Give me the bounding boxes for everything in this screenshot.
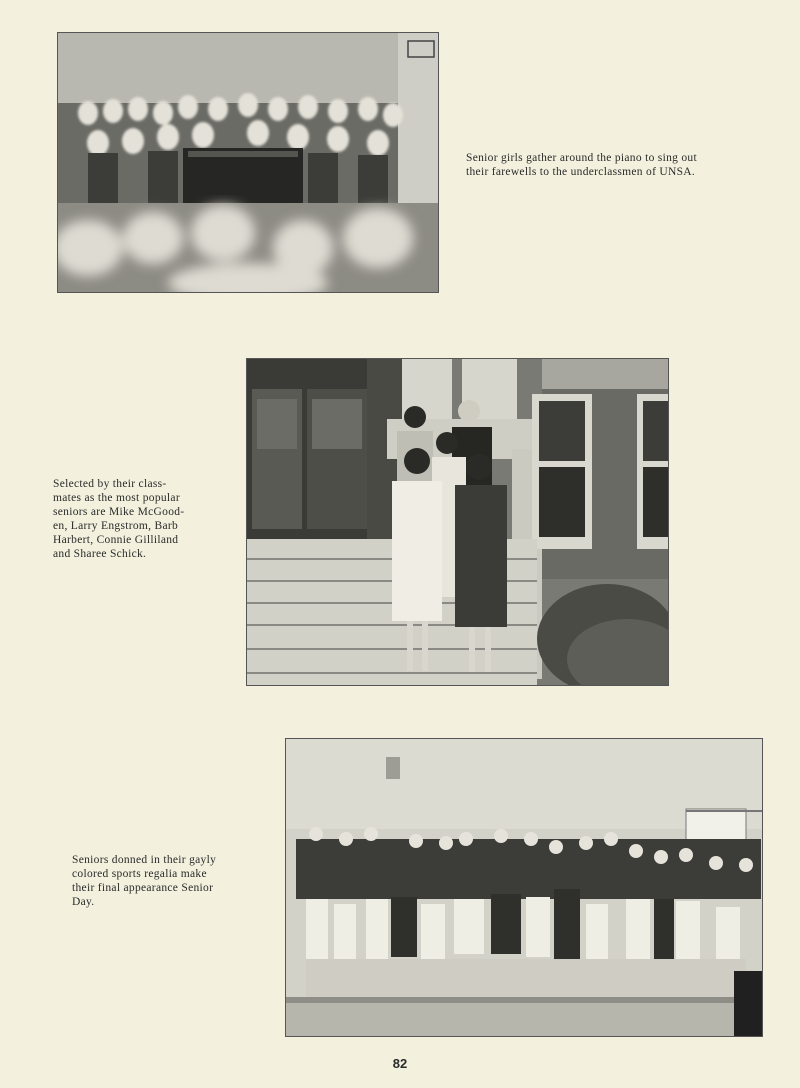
page-number: 82 [392,1056,408,1071]
photo-senior-girls-piano [57,32,439,293]
caption-piano: Senior girls gather around the piano to sing out their farewells to the underclassmen of UNSA. [466,152,697,178]
caption-popular-seniors: Selected by their class- mates as the most popular seniors are Mike McGood- en, Larry Engstrom, Barb Harbert, Connie Gilliland and Sharee Schick. [53,478,185,560]
caption-seniors-stage: Seniors donned in their gayly colored sports regalia make their final appearance Senior Day. [72,854,217,908]
photo-seniors-stage [285,738,763,1037]
photo-popular-seniors [246,358,669,686]
